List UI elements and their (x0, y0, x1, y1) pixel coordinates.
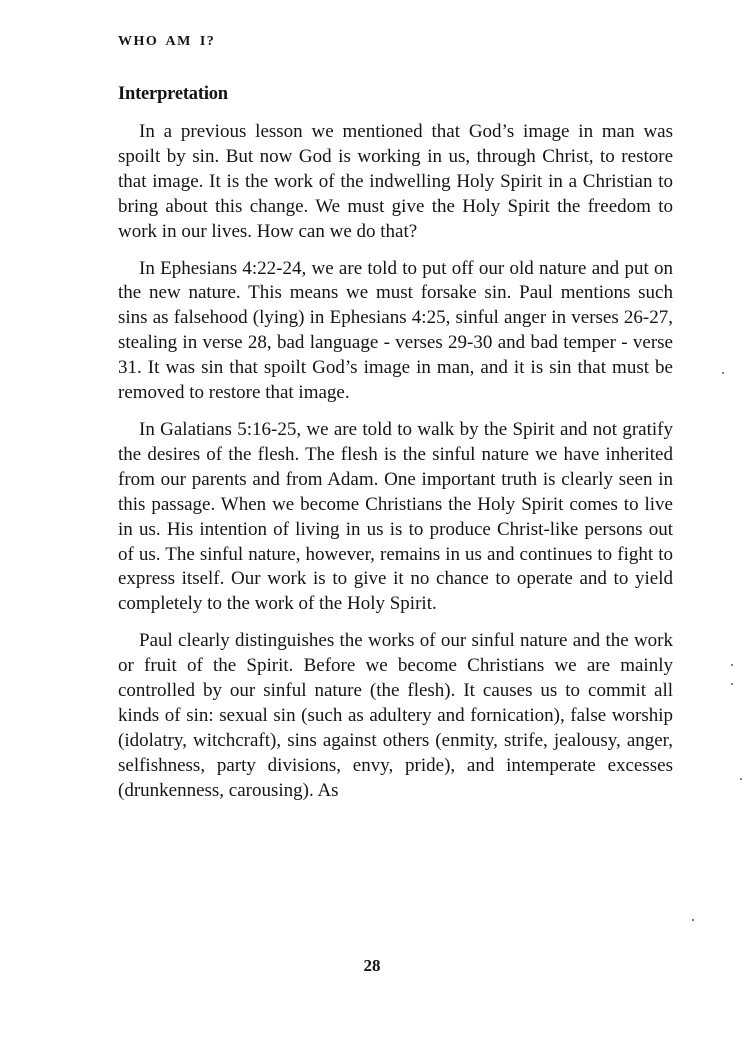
scan-speck (740, 778, 742, 780)
section-heading: Interpretation (118, 84, 228, 104)
scan-speck (692, 919, 694, 921)
running-head: WHO AM I? (118, 34, 216, 49)
scan-speck (731, 683, 733, 685)
paragraph: Paul clearly distinguishes the works of our sinful nature and the work or fruit of the Spirit. Before we become Christians we are mainly controlled by our sinful nature (the flesh). It causes us to commit all kinds of sin: sexual sin (such as adultery and fornication), false worship (idolatry, witchcraft), sins against others (enmity, strife, jealousy, anger, selfishness, party divisions, envy, pride), and intemperate excesses (drunkenness, carousing). As (118, 630, 673, 801)
scan-speck (731, 664, 733, 666)
paragraph: In Galatians 5:16-25, we are told to walk by the Spirit and not gratify the desires of the flesh. The flesh is the sinful nature we have inherited from our parents and from Adam. One important truth is clearly seen in this passage. When we become Christians the Holy Spirit comes to live in us. His intention of living in us is to produce Christ-like persons out of us. The sinful nature, however, remains in us and continues to fight to express itself. Our work is to give it no chance to operate and to yield completely to the work of the Holy Spirit. (118, 418, 673, 615)
page-number: 28 (363, 956, 381, 975)
scan-speck (722, 372, 724, 374)
body-text (118, 120, 673, 816)
paragraph: In a previous lesson we mentioned that God’s image in man was spoilt by sin. But now God is working in us, through Christ, to restore that image. It is the work of the indwelling Holy Spirit in a Christian to bring about this change. We must give the Holy Spirit the freedom to work in our lives. How can we do that? (118, 121, 673, 242)
paragraph: In Ephesians 4:22-24, we are told to put off our old nature and put on the new nature. This means we must forsake sin. Paul mentions such sins as falsehood (lying) in Ephesians 4:25, sinful anger in verses 26-27, stealing in verse 28, bad language - verses 29-30 and bad temper - verse 31. It was sin that spoilt God’s image in man, and it is sin that must be removed to restore that image. (118, 257, 673, 404)
